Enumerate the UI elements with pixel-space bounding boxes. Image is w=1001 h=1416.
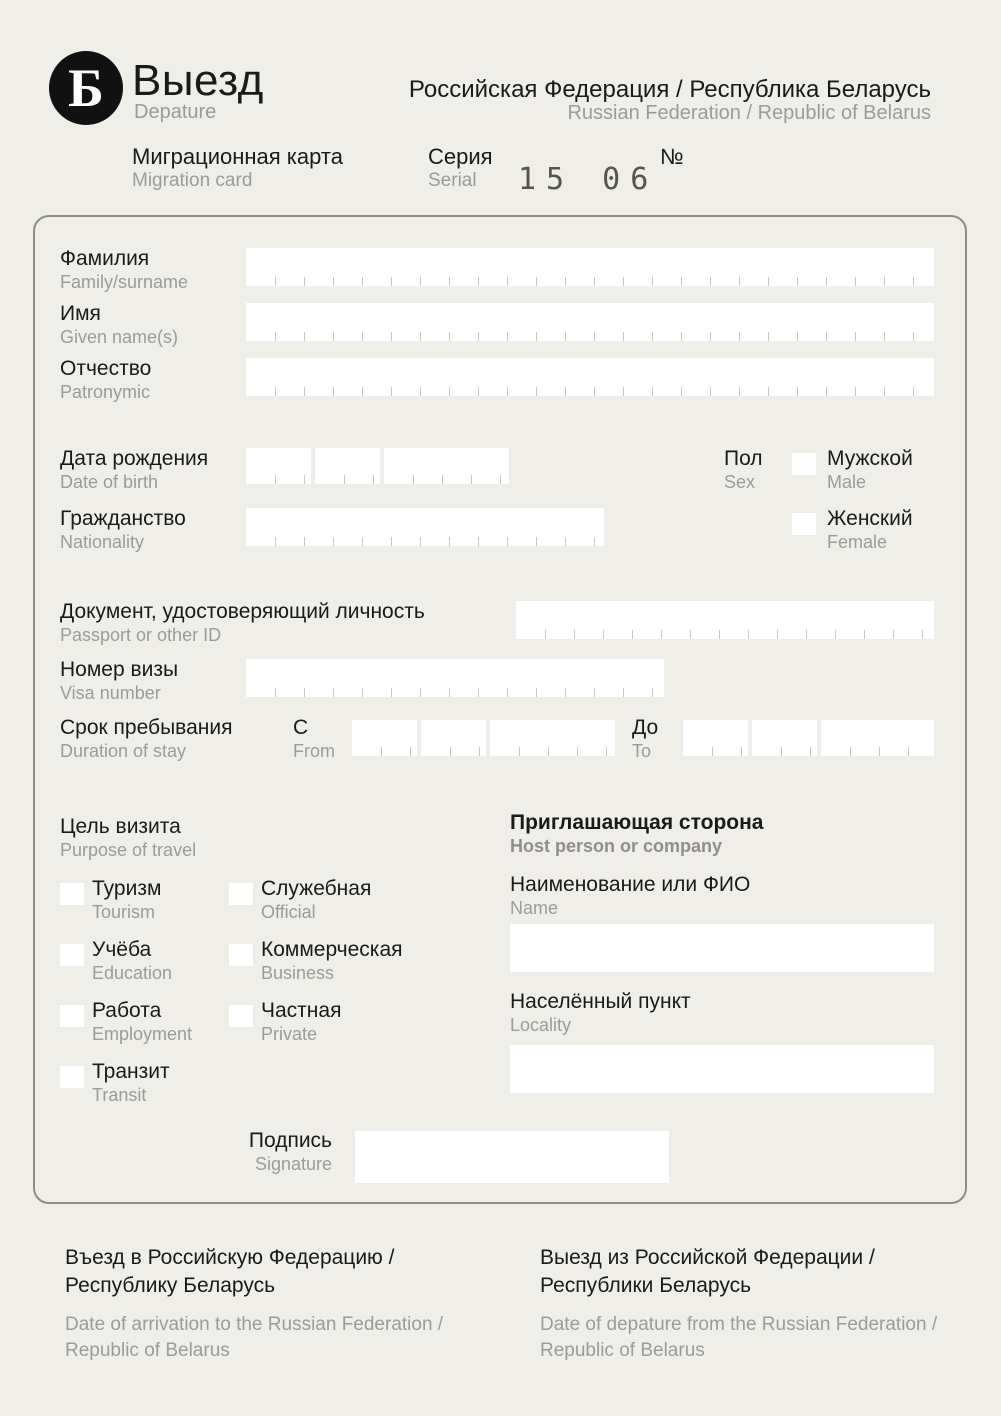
comb-tick: [391, 537, 392, 546]
nationality-input[interactable]: [246, 508, 604, 546]
nationality-label: Гражданство Nationality: [60, 507, 186, 552]
comb-tick: [413, 475, 414, 484]
comb-tick: [913, 277, 914, 286]
comb-tick: [333, 688, 334, 697]
comb-tick: [652, 277, 653, 286]
comb-tick: [594, 277, 595, 286]
comb-tick: [577, 747, 578, 756]
comb-tick: [652, 332, 653, 341]
patronymic-input[interactable]: [246, 358, 934, 396]
comb-tick: [545, 630, 546, 639]
comb-tick: [333, 537, 334, 546]
comb-tick: [632, 630, 633, 639]
purpose-official-label: Служебная Official: [261, 877, 372, 922]
duration-to-year-input[interactable]: [821, 720, 934, 756]
comb-tick: [652, 387, 653, 396]
comb-tick: [913, 332, 914, 341]
visa-number-label: Номер визы Visa number: [60, 658, 179, 703]
sex-male-label: Мужской Male: [827, 447, 913, 492]
comb-tick: [739, 332, 740, 341]
host-name-input[interactable]: [510, 924, 934, 972]
purpose-business-label: Коммерческая Business: [261, 938, 403, 983]
comb-tick: [410, 747, 411, 756]
comb-tick: [855, 387, 856, 396]
comb-tick: [810, 747, 811, 756]
belarus-logo-icon: Б: [49, 51, 123, 125]
comb-tick: [806, 630, 807, 639]
date-of-birth-label: Дата рождения Date of birth: [60, 447, 209, 492]
host-locality-label: Населённый пункт Locality: [510, 990, 691, 1035]
comb-tick: [391, 688, 392, 697]
comb-tick: [449, 332, 450, 341]
comb-tick: [781, 747, 782, 756]
given-name-input[interactable]: [246, 303, 934, 341]
comb-tick: [594, 387, 595, 396]
comb-tick: [275, 688, 276, 697]
comb-tick: [594, 537, 595, 546]
purpose-employment-label: Работа Employment: [92, 999, 193, 1044]
comb-tick: [855, 332, 856, 341]
visa-number-input[interactable]: [246, 659, 664, 697]
comb-tick: [478, 277, 479, 286]
comb-tick: [690, 630, 691, 639]
country-line-ru: Российская Федерация / Республика Беларусь: [408, 76, 931, 103]
purpose-title: Цель визита Purpose of travel: [60, 815, 197, 860]
comb-tick: [681, 332, 682, 341]
comb-tick: [864, 630, 865, 639]
comb-tick: [507, 387, 508, 396]
host-name-label: Наименование или ФИО Name: [510, 873, 751, 918]
comb-tick: [373, 475, 374, 484]
comb-tick: [362, 332, 363, 341]
purpose-tourism-label: Туризм Tourism: [92, 877, 162, 922]
comb-tick: [381, 747, 382, 756]
comb-tick: [548, 747, 549, 756]
comb-tick: [594, 332, 595, 341]
comb-tick: [420, 277, 421, 286]
comb-tick: [304, 387, 305, 396]
comb-tick: [275, 332, 276, 341]
comb-tick: [449, 537, 450, 546]
footer-arrival-en: Date of arrivation to the Russian Federation / Republic of Belarus: [65, 1314, 444, 1361]
comb-tick: [884, 332, 885, 341]
purpose-education-label: Учёба Education: [92, 938, 173, 983]
comb-tick: [908, 747, 909, 756]
comb-tick: [826, 332, 827, 341]
dob-year-input[interactable]: [384, 448, 509, 484]
comb-tick: [536, 277, 537, 286]
comb-tick: [479, 747, 480, 756]
comb-tick: [449, 387, 450, 396]
comb-tick: [536, 332, 537, 341]
comb-tick: [478, 332, 479, 341]
comb-tick: [565, 688, 566, 697]
comb-tick: [681, 387, 682, 396]
comb-tick: [304, 475, 305, 484]
comb-tick: [739, 277, 740, 286]
comb-tick: [594, 688, 595, 697]
purpose-business-checkbox[interactable]: [229, 944, 253, 966]
comb-tick: [391, 387, 392, 396]
signature-input[interactable]: [355, 1131, 669, 1183]
comb-tick: [797, 277, 798, 286]
comb-tick: [710, 332, 711, 341]
comb-tick: [768, 277, 769, 286]
comb-tick: [478, 688, 479, 697]
migration-card-label-en: Migration card: [132, 170, 253, 191]
comb-tick: [565, 537, 566, 546]
comb-tick: [344, 475, 345, 484]
dob-day-input[interactable]: [246, 448, 311, 484]
purpose-private-checkbox[interactable]: [229, 1005, 253, 1027]
comb-tick: [719, 630, 720, 639]
comb-tick: [478, 387, 479, 396]
country-line-en: Russian Federation / Republic of Belarus: [567, 102, 931, 124]
comb-tick: [362, 537, 363, 546]
page-title-ru: Выезд: [132, 56, 264, 105]
comb-tick: [507, 332, 508, 341]
comb-tick: [826, 277, 827, 286]
comb-tick: [536, 537, 537, 546]
comb-tick: [855, 277, 856, 286]
comb-tick: [741, 747, 742, 756]
comb-tick: [391, 277, 392, 286]
duration-from-year-input[interactable]: [490, 720, 615, 756]
comb-tick: [565, 387, 566, 396]
number-symbol: №: [660, 144, 684, 169]
comb-tick: [275, 475, 276, 484]
comb-tick: [623, 277, 624, 286]
comb-tick: [748, 630, 749, 639]
host-title: Приглашающая сторона Host person or company: [510, 811, 764, 856]
comb-tick: [304, 332, 305, 341]
duration-to-day-input[interactable]: [683, 720, 748, 756]
comb-tick: [333, 277, 334, 286]
comb-tick: [623, 688, 624, 697]
comb-tick: [275, 277, 276, 286]
serial-label-en: Serial: [428, 170, 477, 191]
comb-tick: [507, 537, 508, 546]
comb-tick: [710, 387, 711, 396]
footer-arrival-ru: Въезд в Российскую Федерацию / Республику Беларусь: [65, 1246, 395, 1297]
comb-tick: [362, 387, 363, 396]
comb-tick: [536, 387, 537, 396]
purpose-transit-label: Транзит Transit: [92, 1060, 170, 1105]
migration-card-label-ru: Миграционная карта: [132, 144, 343, 169]
comb-tick: [574, 630, 575, 639]
comb-tick: [652, 688, 653, 697]
duration-to-label: До To: [632, 716, 659, 761]
duration-label: Срок пребывания Duration of stay: [60, 716, 233, 761]
duration-to-month-input[interactable]: [752, 720, 817, 756]
comb-tick: [768, 332, 769, 341]
comb-tick: [362, 688, 363, 697]
comb-tick: [681, 277, 682, 286]
comb-tick: [500, 475, 501, 484]
comb-tick: [850, 747, 851, 756]
comb-tick: [304, 537, 305, 546]
dob-month-input[interactable]: [315, 448, 380, 484]
comb-tick: [333, 387, 334, 396]
comb-tick: [478, 537, 479, 546]
serial-value: 15 06: [518, 162, 659, 197]
comb-tick: [450, 747, 451, 756]
comb-tick: [391, 332, 392, 341]
host-locality-input[interactable]: [510, 1045, 934, 1093]
comb-tick: [893, 630, 894, 639]
comb-tick: [471, 475, 472, 484]
comb-tick: [420, 537, 421, 546]
comb-tick: [420, 688, 421, 697]
duration-from-month-input[interactable]: [421, 720, 486, 756]
purpose-official-checkbox[interactable]: [229, 883, 253, 905]
comb-tick: [623, 387, 624, 396]
comb-tick: [333, 332, 334, 341]
serial-label-ru: Серия: [428, 144, 493, 169]
passport-input[interactable]: [516, 601, 934, 639]
form-card: [33, 215, 967, 1204]
comb-tick: [922, 630, 923, 639]
purpose-private-label: Частная Private: [261, 999, 342, 1044]
duration-from-label: С From: [293, 716, 335, 761]
comb-tick: [507, 277, 508, 286]
comb-tick: [797, 387, 798, 396]
purpose-tourism-checkbox[interactable]: [60, 883, 84, 905]
purpose-education-checkbox[interactable]: [60, 944, 84, 966]
given-name-label: Имя Given name(s): [60, 302, 179, 347]
comb-tick: [710, 277, 711, 286]
purpose-transit-checkbox[interactable]: [60, 1066, 84, 1088]
comb-tick: [797, 332, 798, 341]
comb-tick: [275, 387, 276, 396]
signature-label: Подпись Signature: [248, 1129, 332, 1174]
comb-tick: [913, 387, 914, 396]
sex-female-checkbox[interactable]: [792, 513, 816, 535]
duration-from-day-input[interactable]: [352, 720, 417, 756]
comb-tick: [565, 277, 566, 286]
comb-tick: [661, 630, 662, 639]
surname-label: Фамилия Family/surname: [60, 247, 189, 292]
sex-male-checkbox[interactable]: [792, 453, 816, 475]
patronymic-label: Отчество Patronymic: [60, 357, 152, 402]
comb-tick: [420, 387, 421, 396]
comb-tick: [536, 688, 537, 697]
comb-tick: [565, 332, 566, 341]
comb-tick: [835, 630, 836, 639]
comb-tick: [739, 387, 740, 396]
comb-tick: [304, 277, 305, 286]
comb-tick: [420, 332, 421, 341]
comb-tick: [606, 747, 607, 756]
comb-tick: [826, 387, 827, 396]
comb-tick: [777, 630, 778, 639]
comb-tick: [623, 332, 624, 341]
comb-tick: [362, 277, 363, 286]
comb-tick: [304, 688, 305, 697]
comb-tick: [879, 747, 880, 756]
comb-tick: [603, 630, 604, 639]
comb-tick: [712, 747, 713, 756]
footer-departure-en: Date of depature from the Russian Federation / Republic of Belarus: [540, 1314, 938, 1361]
comb-tick: [442, 475, 443, 484]
footer-departure-block: [540, 1244, 960, 1364]
comb-tick: [507, 688, 508, 697]
comb-tick: [519, 747, 520, 756]
surname-input[interactable]: [246, 248, 934, 286]
comb-tick: [449, 688, 450, 697]
comb-tick: [884, 387, 885, 396]
sex-female-label: Женский Female: [827, 507, 913, 552]
sex-label: Пол Sex: [724, 447, 763, 492]
footer-arrival-block: [65, 1244, 485, 1364]
comb-tick: [768, 387, 769, 396]
passport-label: Документ, удостоверяющий личность Passport or other ID: [60, 600, 425, 645]
purpose-employment-checkbox[interactable]: [60, 1005, 84, 1027]
comb-tick: [884, 277, 885, 286]
document-header: [0, 0, 1001, 200]
comb-tick: [449, 277, 450, 286]
comb-tick: [275, 537, 276, 546]
footer-departure-ru: Выезд из Российской Федерации / Республики Беларусь: [540, 1246, 875, 1297]
page-title-en: Depature: [134, 101, 217, 123]
